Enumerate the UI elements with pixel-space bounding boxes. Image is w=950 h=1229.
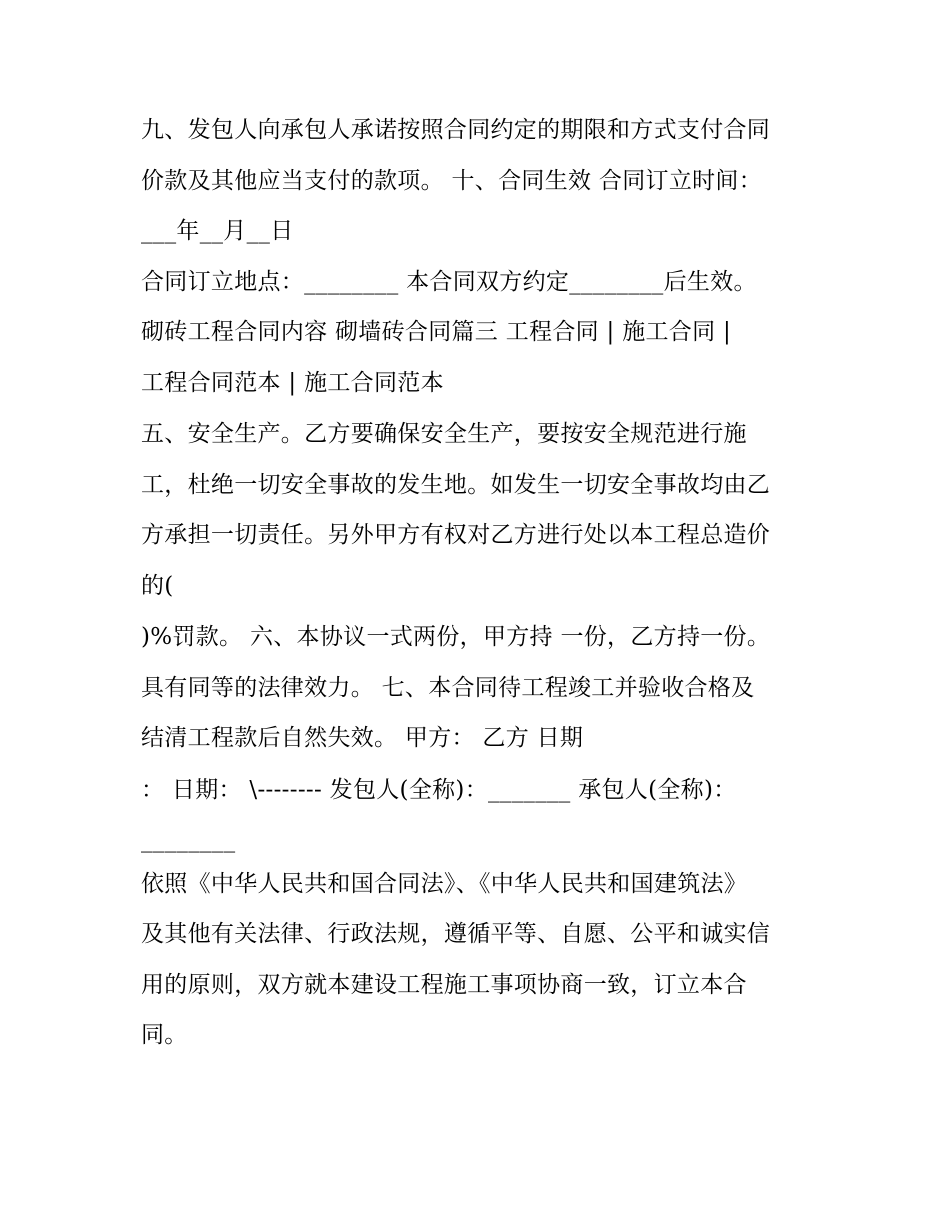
text-line: 结清工程款后自然失效。 甲方： 乙方 日期: [141, 725, 584, 751]
text-line: ： 日期： \-------- 发包人(全称)：_______ 承包人(全称)：: [141, 777, 737, 803]
text-line: 九、发包人向承包人承诺按照合同约定的期限和方式支付合同: [141, 117, 771, 143]
text-line: 用的原则，双方就本建设工程施工事项协商一致，订立本合: [141, 972, 747, 998]
text-line: ___年__月__日: [141, 218, 294, 244]
text-line: 价款及其他应当支付的款项。 十、合同生效 合同订立时间：: [141, 168, 763, 194]
text-line: 砌砖工程合同内容 砌墙砖合同篇三 工程合同 | 施工合同 |: [141, 319, 732, 345]
text-line: 方承担一切责任。另外甲方有权对乙方进行处以本工程总造价: [141, 522, 771, 548]
text-line: )%罚款。 六、本协议一式两份，甲方持 一份，乙方持一份。: [141, 624, 771, 650]
text-line: 工程合同范本 | 施工合同范本: [141, 370, 444, 396]
text-line: ________: [141, 827, 236, 853]
text-line: 依照《中华人民共和国合同法》、《中华人民共和国建筑法》: [141, 871, 748, 897]
text-line: 的(: [141, 573, 174, 599]
text-line: 同。: [141, 1022, 188, 1048]
text-line: 及其他有关法律、行政法规，遵循平等、自愿、公平和诚实信: [141, 921, 771, 947]
text-line: 具有同等的法律效力。 七、本合同待工程竣工并验收合格及: [141, 675, 755, 701]
text-line: 工，杜绝一切安全事故的发生地。如发生一切安全事故均由乙: [141, 472, 771, 498]
text-line: 合同订立地点：________ 本合同双方约定________后生效。: [141, 269, 757, 295]
text-line: 五、安全生产。乙方要确保安全生产，要按安全规范进行施: [141, 421, 747, 447]
